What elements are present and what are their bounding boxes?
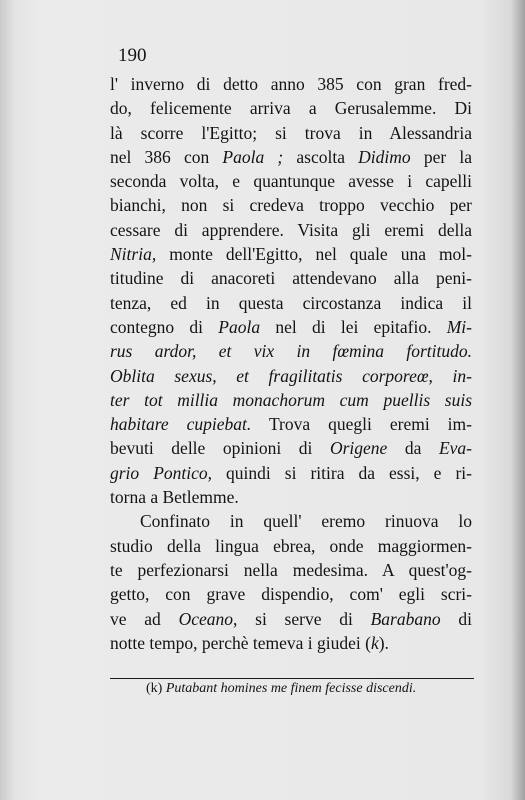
text-line — [110, 509, 472, 533]
text-segment: tenza, ed in questa circostanza indica il — [110, 292, 472, 313]
text-segment: per la — [410, 146, 472, 167]
text-segment: , si serve di — [233, 608, 371, 629]
text-line — [110, 388, 472, 412]
footnote — [146, 680, 416, 698]
text-segment: ve ad — [110, 608, 179, 629]
text-line — [110, 315, 472, 339]
text-line — [110, 412, 472, 436]
text-segment: ascolta — [283, 146, 359, 167]
italic-text: habitare cupiebat. — [110, 414, 252, 435]
italic-text: Oblita sexus, et fragilitatis corporeœ, in- — [110, 365, 472, 386]
italic-text: Eva- — [438, 438, 472, 459]
italic-text: ter tot millia monachorum cum puellis suis — [110, 389, 472, 410]
text-segment: di — [440, 608, 472, 629]
italic-text: Barabano — [370, 608, 441, 629]
text-segment: nel di lei epitafio. — [260, 316, 447, 337]
text-segment: notte tempo, perchè temeva i giudei ( — [110, 632, 371, 653]
text-line — [110, 558, 472, 582]
text-segment: quindi si ritira da essi, e ri- — [212, 462, 472, 483]
text-line — [110, 242, 472, 266]
text-line — [110, 121, 472, 145]
text-segment: contegno di — [110, 316, 219, 337]
italic-text: Paola ; — [222, 146, 284, 167]
text-segment: torna a Betlemme. — [110, 487, 239, 508]
italic-text: k — [370, 632, 379, 653]
text-line — [110, 607, 472, 631]
text-line — [110, 96, 472, 120]
text-segment: Trova quegli eremi im- — [251, 414, 472, 435]
text-segment: ). — [378, 632, 389, 653]
text-segment: da — [387, 438, 439, 459]
text-line — [110, 339, 472, 363]
italic-text: rus ardor, et vix in fœmina fortitudo. — [110, 341, 472, 362]
italic-text: Didimo — [358, 146, 411, 167]
italic-text: Nitria, — [110, 244, 157, 265]
text-line — [110, 461, 472, 485]
italic-text: grio Pontico, — [110, 462, 212, 483]
text-segment: te perfezionarsi nella medesima. A quest'og- — [110, 559, 472, 580]
italic-text: Origene — [329, 438, 388, 459]
text-line — [110, 169, 472, 193]
text-line — [110, 631, 472, 655]
italic-text: Paola — [218, 316, 261, 337]
body-text — [110, 72, 472, 655]
footnote-text: Putabant homines me finem fecisse discendi. — [165, 681, 417, 696]
text-segment: Confinato in quell' eremo rinuova lo — [140, 511, 472, 532]
text-segment: seconda volta, e quantunque avesse i capelli — [110, 171, 472, 192]
text-segment: cessare di apprendere. Visita gli eremi della — [110, 219, 472, 240]
text-line — [110, 291, 472, 315]
text-segment: bianchi, non si credeva troppo vecchio per — [110, 195, 472, 216]
text-line — [110, 72, 472, 96]
text-line — [110, 218, 472, 242]
text-line — [110, 193, 472, 217]
text-segment: l' inverno di detto anno 385 con gran fred- — [110, 74, 472, 94]
text-line — [110, 266, 472, 290]
italic-text: Oceano — [178, 608, 233, 629]
text-segment: nel 386 con — [110, 146, 223, 167]
italic-text: Mi- — [446, 316, 472, 337]
text-segment: là scorre l'Egitto; si trova in Alessandria — [110, 122, 472, 143]
text-segment: titudine di anacoreti attendevano alla peni- — [110, 268, 472, 289]
text-line — [110, 485, 472, 509]
text-line — [110, 145, 472, 169]
text-segment: monte dell'Egitto, nel quale una mol- — [156, 244, 472, 265]
page-number: 190 — [118, 45, 147, 66]
text-segment: getto, con grave dispendio, com' egli scri- — [110, 584, 472, 605]
text-line — [110, 582, 472, 606]
text-line — [110, 534, 472, 558]
footnote-rule — [110, 678, 474, 679]
text-segment: studio della lingua ebrea, onde maggiormen- — [110, 535, 472, 556]
text-segment: bevuti delle opinioni di — [110, 438, 330, 459]
text-line — [110, 364, 472, 388]
text-segment: do, felicemente arriva a Gerusalemme. Di — [110, 98, 472, 119]
footnote-marker: (k) — [146, 681, 163, 696]
text-line — [110, 436, 472, 460]
